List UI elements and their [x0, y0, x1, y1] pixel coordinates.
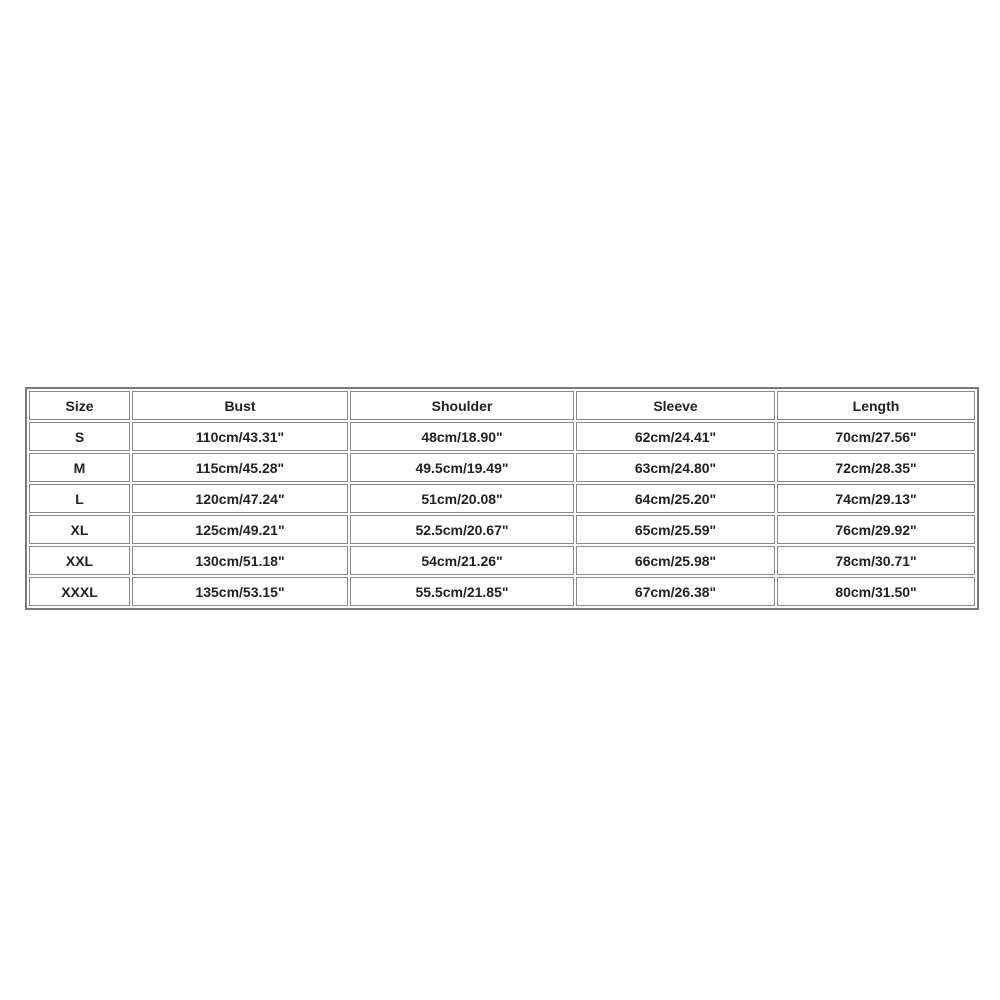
header-bust: Bust	[132, 391, 348, 420]
cell-length: 70cm/27.56"	[777, 422, 975, 451]
cell-shoulder: 51cm/20.08"	[350, 484, 574, 513]
cell-length: 76cm/29.92"	[777, 515, 975, 544]
cell-bust: 130cm/51.18"	[132, 546, 348, 575]
cell-sleeve: 63cm/24.80"	[576, 453, 775, 482]
cell-shoulder: 49.5cm/19.49"	[350, 453, 574, 482]
cell-sleeve: 67cm/26.38"	[576, 577, 775, 606]
header-size: Size	[29, 391, 130, 420]
cell-bust: 125cm/49.21"	[132, 515, 348, 544]
cell-size: L	[29, 484, 130, 513]
size-chart-table	[25, 387, 979, 610]
cell-size: XL	[29, 515, 130, 544]
cell-shoulder: 55.5cm/21.85"	[350, 577, 574, 606]
cell-size: M	[29, 453, 130, 482]
cell-sleeve: 65cm/25.59"	[576, 515, 775, 544]
table-row	[29, 484, 975, 513]
cell-length: 72cm/28.35"	[777, 453, 975, 482]
cell-bust: 110cm/43.31"	[132, 422, 348, 451]
cell-length: 80cm/31.50"	[777, 577, 975, 606]
table-row	[29, 515, 975, 544]
cell-size: XXL	[29, 546, 130, 575]
cell-sleeve: 66cm/25.98"	[576, 546, 775, 575]
cell-bust: 120cm/47.24"	[132, 484, 348, 513]
cell-length: 74cm/29.13"	[777, 484, 975, 513]
cell-shoulder: 52.5cm/20.67"	[350, 515, 574, 544]
cell-size: XXXL	[29, 577, 130, 606]
table-row	[29, 422, 975, 451]
cell-bust: 135cm/53.15"	[132, 577, 348, 606]
cell-bust: 115cm/45.28"	[132, 453, 348, 482]
table-row	[29, 546, 975, 575]
header-length: Length	[777, 391, 975, 420]
cell-shoulder: 48cm/18.90"	[350, 422, 574, 451]
cell-length: 78cm/30.71"	[777, 546, 975, 575]
cell-shoulder: 54cm/21.26"	[350, 546, 574, 575]
header-shoulder: Shoulder	[350, 391, 574, 420]
table-row	[29, 453, 975, 482]
cell-size: S	[29, 422, 130, 451]
header-sleeve: Sleeve	[576, 391, 775, 420]
header-row	[29, 391, 975, 420]
cell-sleeve: 64cm/25.20"	[576, 484, 775, 513]
table-row	[29, 577, 975, 606]
cell-sleeve: 62cm/24.41"	[576, 422, 775, 451]
